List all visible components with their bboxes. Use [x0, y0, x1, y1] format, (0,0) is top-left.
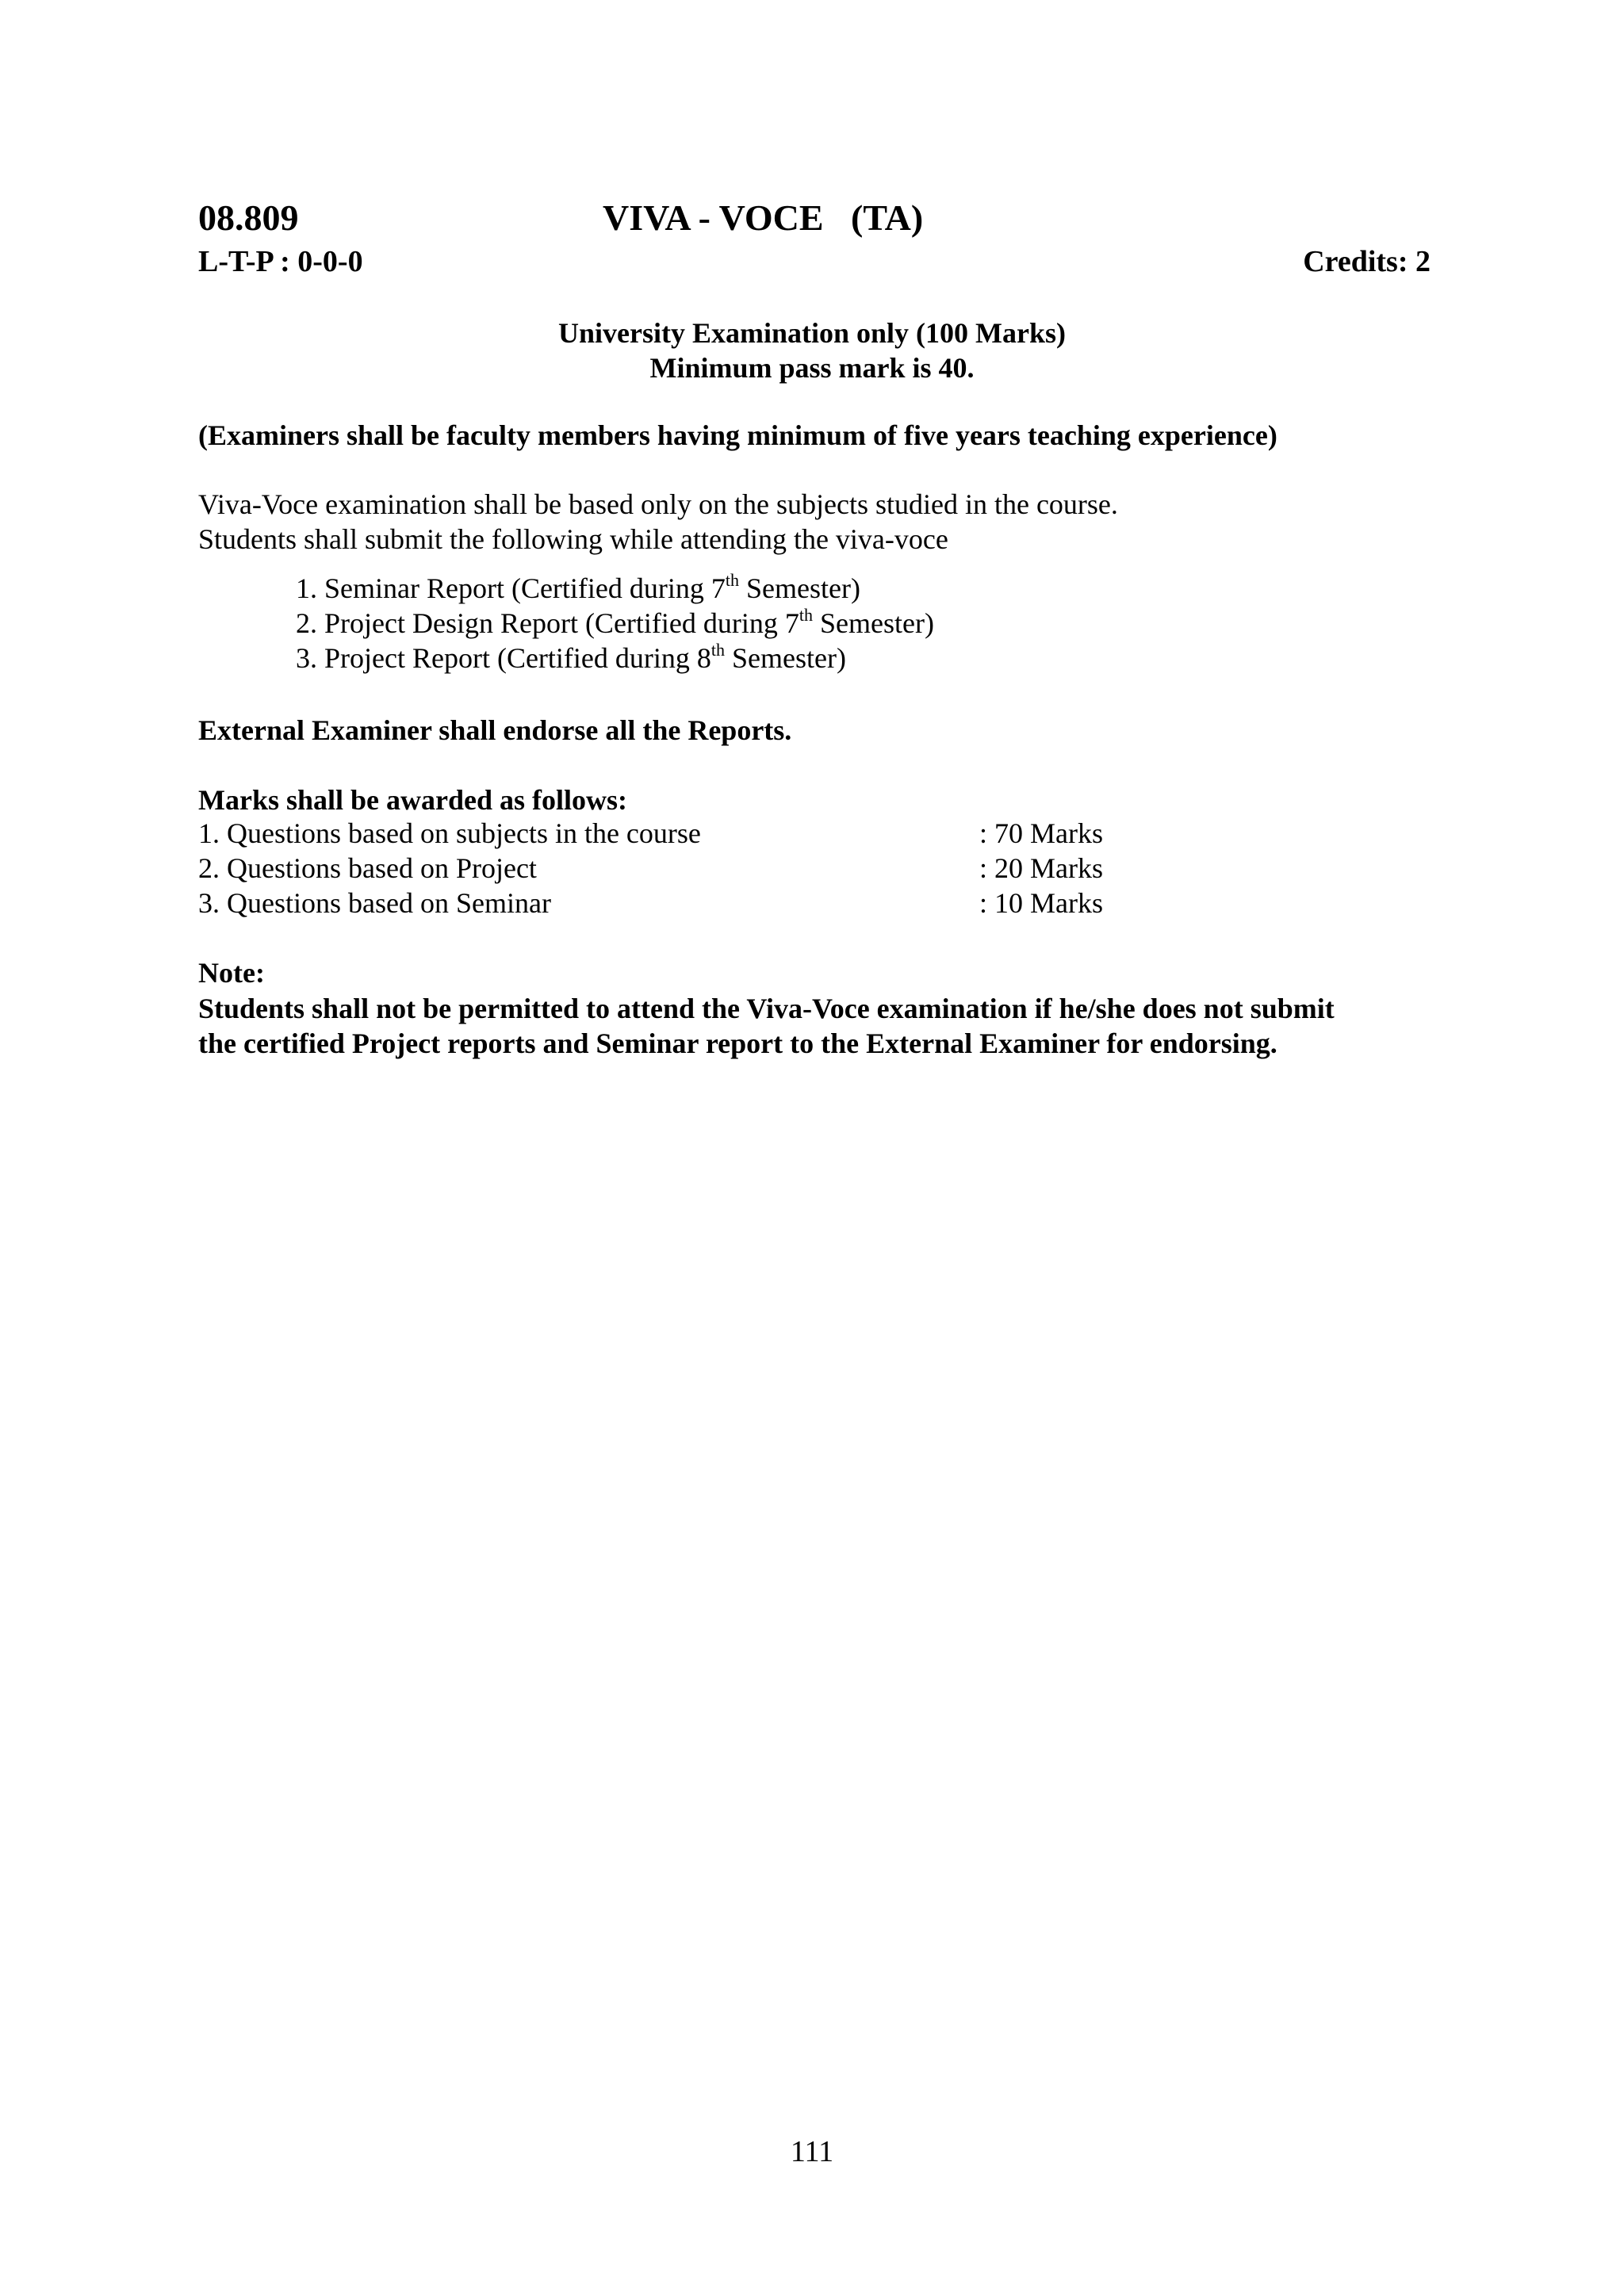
report-text: 1. Seminar Report (Certified during 7: [296, 572, 726, 604]
marks-heading: Marks shall be awarded as follows:: [198, 784, 628, 816]
marks-value: : 10 Marks: [979, 887, 1103, 919]
report-list: [296, 571, 934, 675]
marks-value: : 70 Marks: [979, 817, 1103, 849]
exam-info: [0, 316, 1624, 385]
exam-type-line: University Examination only (100 Marks): [557, 317, 1066, 349]
marks-value: : 20 Marks: [979, 852, 1103, 884]
report-text: 3. Project Report (Certified during 8: [296, 642, 711, 674]
note-line: Students shall not be permitted to attend the Viva-Voce examination if he/she does not submit: [198, 993, 1335, 1024]
report-text: Semester): [813, 607, 934, 639]
intro-line: Viva-Voce examination shall be based only on the subjects studied in the course.: [198, 488, 1118, 520]
page-number: 111: [790, 2135, 834, 2168]
marks-question: 2. Questions based on Project: [198, 852, 537, 884]
report-list-item: [296, 606, 934, 641]
report-text: Semester): [739, 572, 860, 604]
endorse-statement: External Examiner shall endorse all the Reports.: [198, 714, 792, 746]
intro-paragraph: [198, 487, 1118, 557]
ltp-label: L-T-P : 0-0-0: [198, 245, 363, 278]
course-title: VIVA - VOCE (TA): [603, 197, 924, 238]
examiner-note: (Examiners shall be faculty members having minimum of five years teaching experience): [198, 419, 1277, 451]
note-label: Note:: [198, 957, 265, 989]
report-text: 2. Project Design Report (Certified during 7: [296, 607, 799, 639]
intro-line: Students shall submit the following while attending the viva-voce: [198, 523, 948, 555]
pass-mark-line: Minimum pass mark is 40.: [649, 352, 975, 384]
credits-label: Credits: 2: [1303, 245, 1431, 278]
report-list-item: [296, 641, 934, 675]
ordinal-suffix: th: [710, 640, 726, 660]
note-text: [198, 991, 1335, 1061]
marks-question: 3. Questions based on Seminar: [198, 887, 551, 919]
report-text: Semester): [725, 642, 846, 674]
report-list-item: [296, 571, 934, 606]
marks-question: 1. Questions based on subjects in the course: [198, 817, 701, 849]
ordinal-suffix: th: [799, 605, 813, 625]
note-line: the certified Project reports and Seminar report to the External Examiner for endorsing.: [198, 1027, 1277, 1059]
ordinal-suffix: th: [725, 570, 740, 590]
course-code: 08.809: [198, 197, 299, 238]
